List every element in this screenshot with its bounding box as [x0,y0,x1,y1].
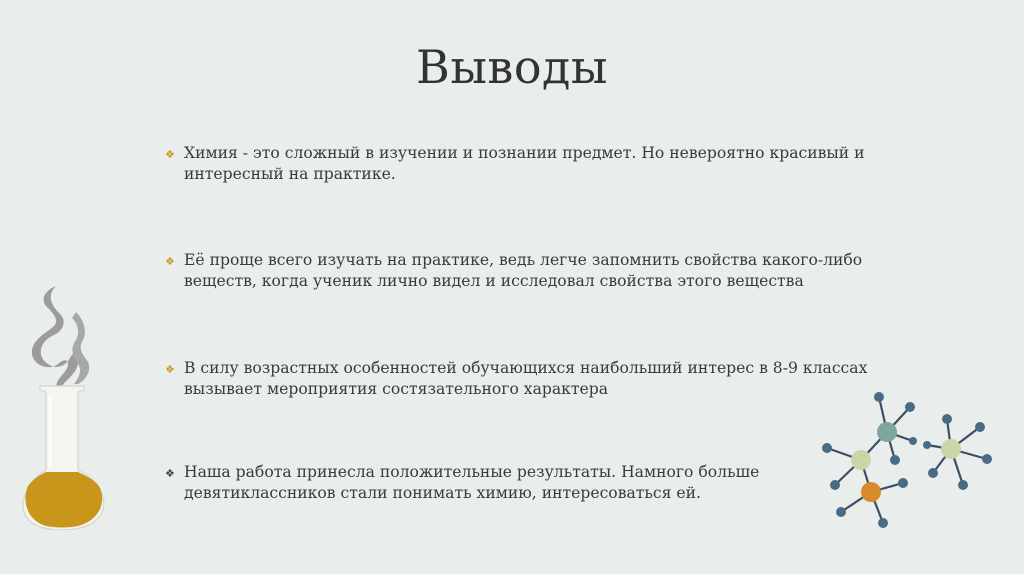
smoke-icon [32,286,79,386]
bullet-marker-icon: ❖ [165,467,175,480]
bullet-text: Её проще всего изучать на практике, ведь легче запомнить свойства какого-либо веществ, когда ученик лично видел и исследовал свойства этого вещества [184,251,863,290]
bullet-text: В силу возрастных особенностей обучающихся наибольший интерес в 8-9 классах вызывает мероприятия состязательного характера [184,359,868,398]
bullet-text: Наша работа принесла положительные результаты. Намного больше девятиклассников стали понимать химию, интересоваться ей. [184,463,760,502]
flask-with-smoke-icon [22,280,112,530]
bullet-marker-icon: ❖ [165,148,175,161]
bullet-item [165,143,885,185]
molecule-structure-icon [815,385,1005,530]
atom-teal [877,422,897,442]
bullet-item [165,358,885,400]
bullet-item [165,250,885,292]
bullet-text: Химия - это сложный в изучении и познании предмет. Но невероятно красивый и интересный на практике. [184,144,865,183]
atom-pale [851,450,871,470]
bullet-marker-icon: ❖ [165,363,175,376]
slide-title: Выводы [416,40,608,94]
flask-liquid [25,472,102,528]
bullet-item [165,462,885,504]
atom-orange [861,482,881,502]
atom-pale-right [941,439,961,459]
bullet-marker-icon: ❖ [165,255,175,268]
